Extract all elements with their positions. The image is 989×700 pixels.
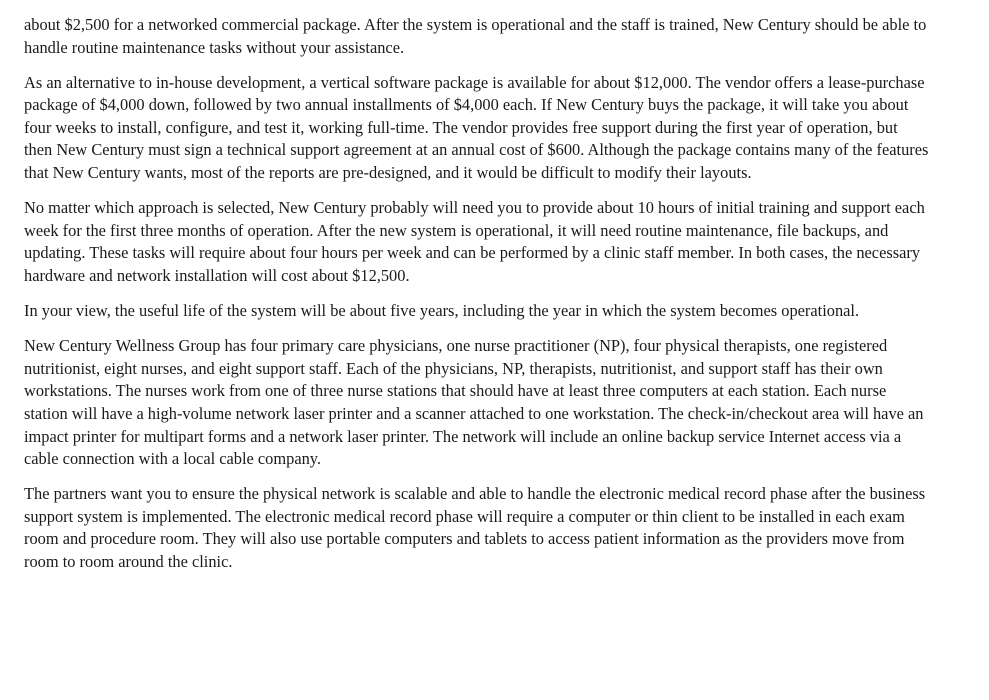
paragraph-vertical-package: As an alternative to in-house development, a vertical software package is available for about $12,000. The vendor offers a lease-purchase package of $4,000 down, followed by two annual installments of $4,000 each. If New Century buys the package, it will take you about four weeks to install, configure, and test it, working full-time. The vendor provides free support during the first year of operation, but then New Century must sign a technical support agreement at an annual cost of $600. Although the package contains many of the features that New Century wants, most of the reports are pre-designed, and it would be difficult to modify their layouts.	[24, 72, 929, 183]
paragraph-training-support: No matter which approach is selected, New Century probably will need you to provide about 10 hours of initial training and support each week for the first three months of operation. After the new system is operational, it will need routine maintenance, file backups, and updating. These tasks will require about four hours per week and can be performed by a clinic staff member. In both cases, the necessary hardware and network installation will cost about $12,500.	[24, 198, 925, 285]
paragraph-staff-workstations: New Century Wellness Group has four primary care physicians, one nurse practitioner (NP), four physical therapists, one registered nutritionist, eight nurses, and eight support staff. Each of the physicians, NP, therapists, nutritionist, and support staff has their own workstations. The nurses work from one of three nurse stations that should have at least three computers at each station. Each nurse station will have a high-volume network laser printer and a scanner attached to one workstation. The check-in/checkout area will have an impact printer for multipart forms and a network laser printer. The network will include an online backup service Internet access via a cable connection with a local cable company.	[24, 336, 924, 469]
paragraph-network-scalability: The partners want you to ensure the physical network is scalable and able to handle the electronic medical record phase after the business support system is implemented. The electronic medical record phase will require a computer or thin client to be installed in each exam room and procedure room. They will also use portable computers and tablets to access patient information as the providers move from room to room around the clinic.	[24, 484, 926, 571]
paragraph-maintenance-cost: about $2,500 for a networked commercial package. After the system is operational and the staff is trained, New Century should be able to handle routine maintenance tasks without your assistance.	[24, 15, 927, 57]
paragraph-useful-life: In your view, the useful life of the system will be about five years, including the year in which the system becomes operational.	[24, 301, 860, 321]
document-page	[24, 14, 929, 586]
